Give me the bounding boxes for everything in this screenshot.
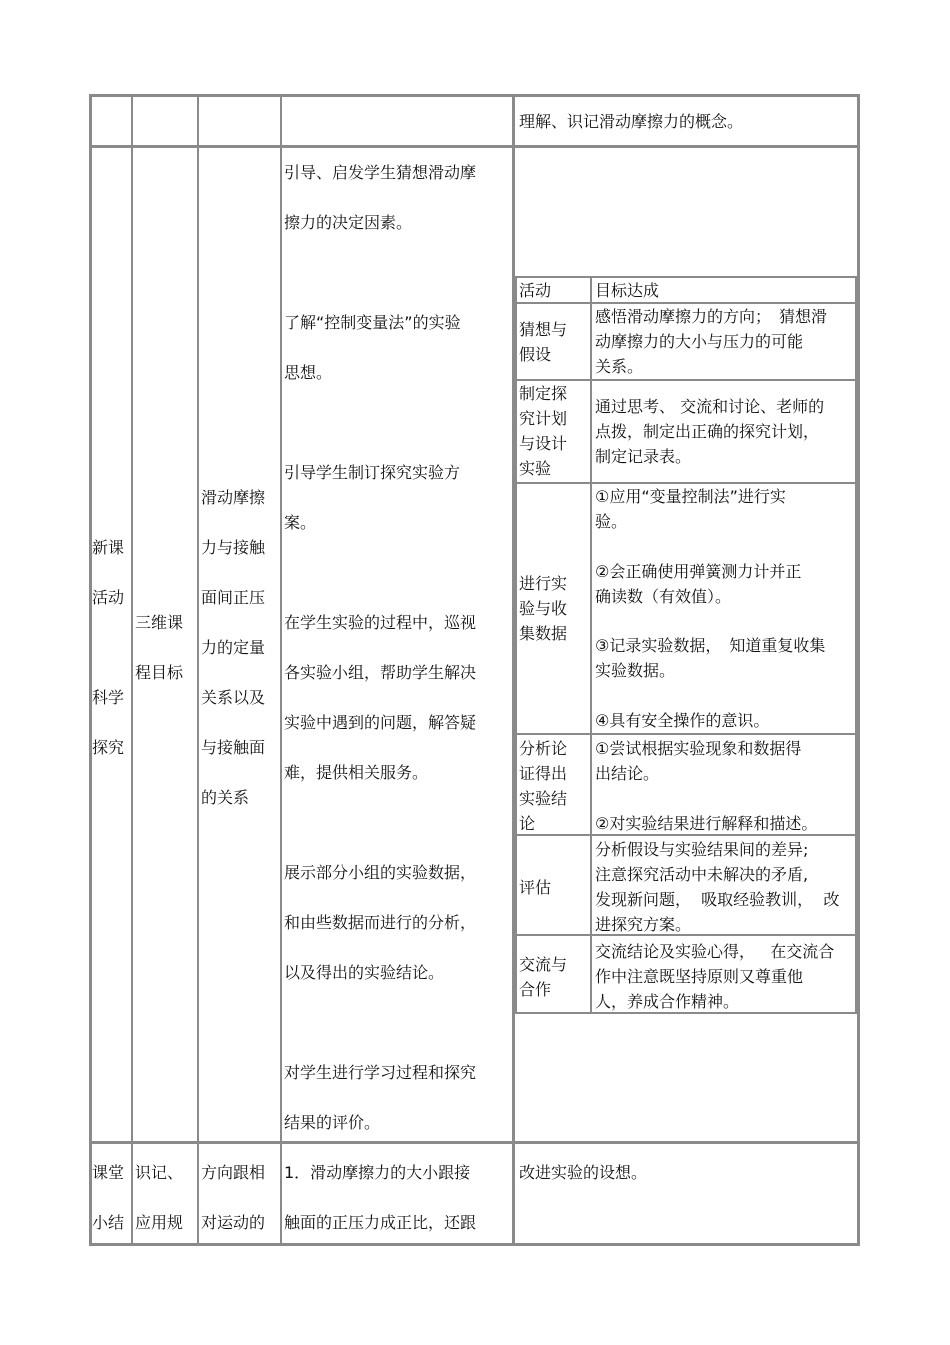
col4-paragraph-line: 了解“控制变量法”的实验 bbox=[284, 313, 461, 332]
inner-header-activity: 活动 bbox=[519, 281, 552, 300]
col4-paragraph-line: 引导、启发学生猜想滑动摩 bbox=[284, 163, 477, 182]
inner-activity-cell: 进行实 bbox=[519, 574, 568, 593]
inner-goal-cell: 关系。 bbox=[595, 357, 644, 376]
col4-paragraph-line: 以及得出的实验结论。 bbox=[284, 963, 445, 982]
inner-activity-cell: 分析论 bbox=[519, 739, 568, 758]
inner-goal-cell: ①应用“变量控制法”进行实 bbox=[595, 487, 786, 506]
row3-col1-line: 课堂 bbox=[92, 1163, 125, 1182]
row3-col1-line: 小结 bbox=[92, 1213, 125, 1232]
row3-col3-line: 方向跟相 bbox=[201, 1163, 266, 1182]
row2-col3-line: 面间正压 bbox=[201, 588, 266, 607]
inner-goal-cell: 作中注意既坚持原则又尊重他 bbox=[595, 967, 804, 986]
inner-activity-cell: 验与收 bbox=[519, 599, 568, 618]
col4-paragraph-line: 各实验小组，帮助学生解决 bbox=[284, 663, 477, 682]
inner-goal-cell: 出结论。 bbox=[595, 764, 660, 783]
inner-goal-cell: ②会正确使用弹簧测力计并正 bbox=[595, 562, 802, 581]
row2-col3-line: 的关系 bbox=[201, 788, 250, 807]
inner-goal-cell: 交流结论及实验心得， 在交流合 bbox=[595, 942, 835, 961]
inner-activity-cell: 假设 bbox=[519, 345, 552, 364]
row3-col2-line: 应用规 bbox=[135, 1213, 184, 1232]
inner-activity-cell: 合作 bbox=[519, 980, 552, 999]
row2-col2-line: 三维课 bbox=[135, 613, 184, 632]
inner-activity-cell: 实验结 bbox=[519, 789, 568, 808]
inner-activity-cell: 制定探 bbox=[519, 384, 568, 403]
inner-activity-cell: 交流与 bbox=[519, 955, 568, 974]
row3-col3-line: 对运动的 bbox=[201, 1213, 266, 1232]
inner-activity-cell: 实验 bbox=[519, 459, 552, 478]
inner-goal-cell: 动摩擦力的大小与压力的可能 bbox=[595, 332, 804, 351]
inner-header-goal: 目标达成 bbox=[595, 281, 660, 300]
row2-col3-line: 力的定量 bbox=[201, 638, 266, 657]
row3-col4-line: 1．滑动摩擦力的大小跟接 bbox=[284, 1163, 471, 1182]
inner-goal-cell: 发现新问题， 吸取经验教训， 改 bbox=[595, 890, 840, 909]
inner-activity-cell: 猜想与 bbox=[519, 320, 568, 339]
col4-paragraph-line: 实验中遇到的问题，解答疑 bbox=[284, 713, 477, 732]
col4-paragraph-line: 和由些数据而进行的分析， bbox=[284, 913, 477, 932]
row1-col5-text: 理解、识记滑动摩擦力的概念。 bbox=[519, 112, 744, 131]
inner-goal-cell: 通过思考、 交流和讨论、老师的 bbox=[595, 397, 825, 416]
col4-paragraph-line: 在学生实验的过程中，巡视 bbox=[284, 613, 477, 632]
row3-col4-line: 触面的正压力成正比，还跟 bbox=[284, 1213, 477, 1232]
row2-col1-line: 科学 bbox=[92, 688, 125, 707]
col4-paragraph-line: 思想。 bbox=[284, 363, 333, 382]
inner-activity-cell: 究计划 bbox=[519, 409, 568, 428]
col4-paragraph-line: 结果的评价。 bbox=[284, 1113, 381, 1132]
inner-goal-cell: 实验数据。 bbox=[595, 661, 676, 680]
row2-col3-line: 与接触面 bbox=[201, 738, 266, 757]
row2-col1-line: 探究 bbox=[92, 738, 125, 757]
row2-col3-line: 滑动摩擦 bbox=[201, 488, 266, 507]
inner-goal-cell: 进探究方案。 bbox=[595, 915, 692, 934]
row2-col3-line: 关系以及 bbox=[201, 688, 266, 707]
inner-goal-cell: 人，养成合作精神。 bbox=[595, 992, 740, 1011]
inner-goal-cell: ③记录实验数据， 知道重复收集 bbox=[595, 636, 826, 655]
inner-activity-cell: 评估 bbox=[519, 878, 552, 897]
row2-col1-line: 活动 bbox=[92, 588, 125, 607]
inner-goal-cell: 点拨，制定出正确的探究计划， bbox=[595, 422, 820, 441]
col4-paragraph-line: 展示部分小组的实验数据， bbox=[284, 863, 477, 882]
inner-activity-cell: 论 bbox=[519, 814, 536, 833]
inner-activity-cell: 与设计 bbox=[519, 434, 568, 453]
inner-goal-cell: 验。 bbox=[595, 512, 628, 531]
row3-col5-text: 改进实验的设想。 bbox=[519, 1163, 648, 1182]
inner-activity-cell: 证得出 bbox=[519, 764, 568, 783]
inner-goal-cell: 制定记录表。 bbox=[595, 447, 692, 466]
col4-paragraph-line: 案。 bbox=[284, 513, 317, 532]
row2-col2-line: 程目标 bbox=[135, 663, 184, 682]
row2-col3-line: 力与接触 bbox=[201, 538, 266, 557]
inner-goal-cell: 注意探究活动中未解决的矛盾, bbox=[595, 865, 809, 884]
col4-paragraph-line: 难，提供相关服务。 bbox=[284, 763, 429, 782]
inner-goal-cell: 确读数（有效值）。 bbox=[595, 587, 732, 606]
col4-paragraph-line: 对学生进行学习过程和探究 bbox=[284, 1063, 477, 1082]
inner-goal-cell: ④具有安全操作的意识。 bbox=[595, 711, 770, 730]
col4-paragraph-line: 擦力的决定因素。 bbox=[284, 213, 413, 232]
inner-activity-cell: 集数据 bbox=[519, 624, 568, 643]
inner-goal-cell: 分析假设与实验结果间的差异; bbox=[595, 840, 809, 859]
row3-col2-line: 识记、 bbox=[135, 1163, 184, 1182]
inner-goal-cell: 感悟滑动摩擦力的方向； 猜想滑 bbox=[595, 307, 828, 326]
col4-paragraph-line: 引导学生制订探究实验方 bbox=[284, 463, 461, 482]
row2-col1-line: 新课 bbox=[92, 538, 125, 557]
inner-goal-cell: ①尝试根据实验现象和数据得 bbox=[595, 739, 802, 758]
inner-goal-cell: ②对实验结果进行解释和描述。 bbox=[595, 814, 818, 833]
